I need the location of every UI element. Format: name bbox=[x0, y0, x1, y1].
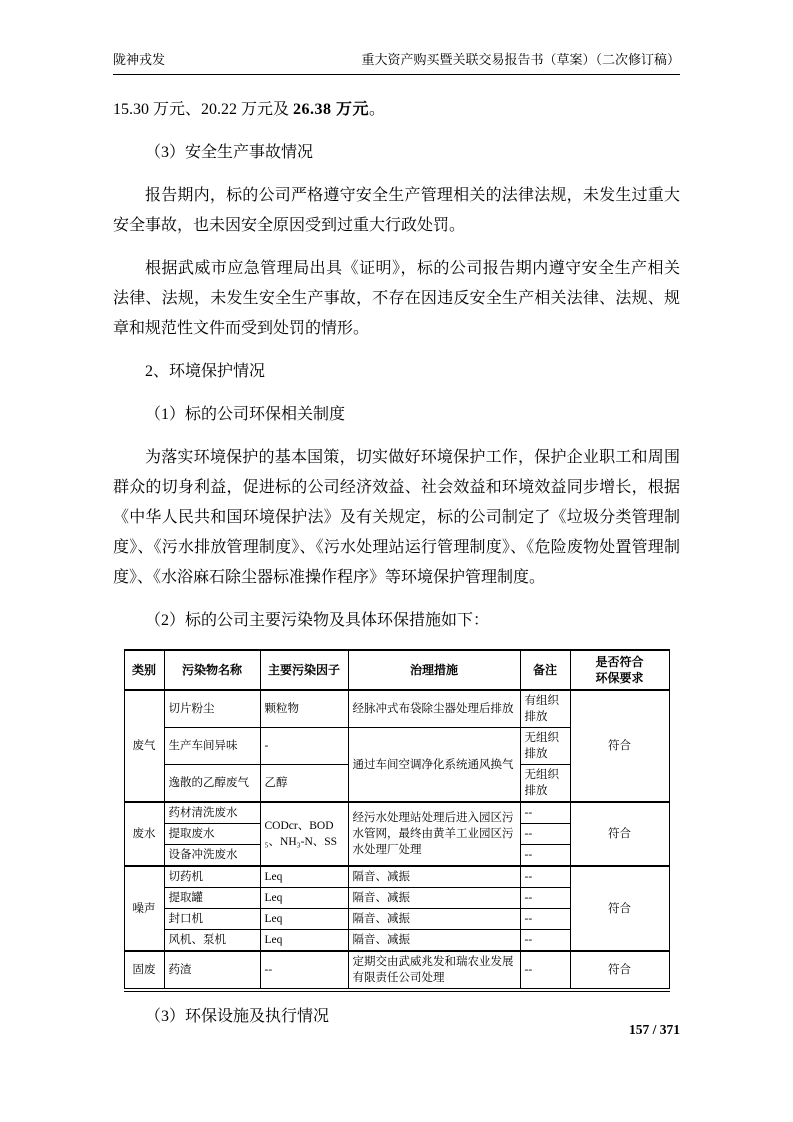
cell-note: 无组织排放 bbox=[520, 728, 570, 765]
document-body bbox=[113, 75, 680, 1032]
cell-treatment: 经脉冲式布袋除尘器处理后排放 bbox=[348, 690, 520, 728]
cell-main-factor: - bbox=[260, 728, 348, 765]
cell-compliance: 符合 bbox=[570, 802, 669, 866]
table-row bbox=[124, 866, 669, 888]
cell-pollutant-name: 药渣 bbox=[164, 951, 260, 990]
cell-compliance: 符合 bbox=[570, 690, 669, 802]
cell-main-factor: 颗粒物 bbox=[260, 690, 348, 728]
cell-pollutant-name: 生产车间异味 bbox=[164, 728, 260, 765]
table-row bbox=[124, 802, 669, 824]
column-header-note: 备注 bbox=[520, 650, 570, 690]
cell-note: -- bbox=[520, 802, 570, 824]
heading-env-systems: （1）标的公司环保相关制度 bbox=[145, 406, 346, 423]
cell-pollutant-name: 切药机 bbox=[164, 866, 260, 888]
cell-main-factor: Leq bbox=[260, 888, 348, 909]
paragraph-env-policy: 为落实环境保护的基本国策，切实做好环境保护工作，保护企业职工和周围群众的切身利益，促进标的公司经济效益、社会效益和环境效益同步增长，根据《中华人民共和国环境保护法》及有关规定，标的公司制定了《垃圾分类管理制度》、《污水排放管理制度》、《污水处理站运行管理制度》、《危险废物处置管理制度》、《水浴麻石除尘器标准操作程序》等环境保护管理制度。 bbox=[113, 449, 680, 586]
cell-note: -- bbox=[520, 951, 570, 990]
amounts-text: 15.30 万元、20.22 万元及 bbox=[113, 101, 294, 118]
page-header bbox=[113, 0, 680, 75]
column-header-compliance: 是否符合环保要求 bbox=[570, 650, 669, 690]
cell-treatment: 定期交由武威兆发和瑞农业发展有限责任公司处理 bbox=[348, 951, 520, 990]
heading-environment-protection: 2、环境保护情况 bbox=[145, 363, 266, 380]
cell-main-factor: 乙醇 bbox=[260, 765, 348, 803]
cell-category-noise: 噪声 bbox=[124, 866, 164, 951]
cell-pollutant-name: 风机、泵机 bbox=[164, 930, 260, 952]
table-row bbox=[124, 690, 669, 728]
cell-pollutant-name: 提取废水 bbox=[164, 824, 260, 845]
column-header-pollutant-name: 污染物名称 bbox=[164, 650, 260, 690]
cell-pollutant-name: 药材清洗废水 bbox=[164, 802, 260, 824]
cell-note: -- bbox=[520, 824, 570, 845]
cell-category-waste-water: 废水 bbox=[124, 802, 164, 866]
column-header-category: 类别 bbox=[124, 650, 164, 690]
amounts-bold-value: 26.38 万元 bbox=[293, 101, 370, 118]
cell-compliance: 符合 bbox=[570, 951, 669, 990]
table-row bbox=[124, 951, 669, 990]
heading-pollutants-table: （2）标的公司主要污染物及具体环保措施如下： bbox=[145, 612, 490, 629]
cell-note: -- bbox=[520, 866, 570, 888]
cell-main-factor-merged: CODcr、BOD₅、NH₃-N、SS bbox=[260, 802, 348, 866]
cell-treatment: 隔音、减振 bbox=[348, 909, 520, 930]
cell-note: 有组织排放 bbox=[520, 690, 570, 728]
header-report-title: 重大资产购买暨关联交易报告书（草案）（二次修订稿） bbox=[361, 52, 680, 67]
cell-note: -- bbox=[520, 845, 570, 867]
cell-main-factor: Leq bbox=[260, 866, 348, 888]
cell-treatment-merged: 经污水处理站处理后进入园区污水管网，最终由黄羊工业园区污水处理厂处理 bbox=[348, 802, 520, 866]
paragraph-safety-certificate: 根据武威市应急管理局出具《证明》，标的公司报告期内遵守安全生产相关法律、法规，未发生安全生产事故，不存在因违反安全生产相关法律、法规、规章和规范性文件而受到处罚的情形。 bbox=[113, 260, 680, 337]
cell-category-waste-gas: 废气 bbox=[124, 690, 164, 802]
cell-treatment: 隔音、减振 bbox=[348, 866, 520, 888]
cell-treatment-merged: 通过车间空调净化系统通风换气 bbox=[348, 728, 520, 803]
cell-note: -- bbox=[520, 888, 570, 909]
cell-compliance: 符合 bbox=[570, 866, 669, 951]
amounts-period: 。 bbox=[369, 101, 386, 118]
cell-treatment: 隔音、减振 bbox=[348, 930, 520, 952]
page-number: 157 / 371 bbox=[628, 1022, 680, 1037]
cell-note: -- bbox=[520, 930, 570, 952]
cell-category-solid-waste: 固废 bbox=[124, 951, 164, 990]
column-header-main-factor: 主要污染因子 bbox=[260, 650, 348, 690]
cell-pollutant-name: 逸散的乙醇废气 bbox=[164, 765, 260, 803]
cell-note: 无组织排放 bbox=[520, 765, 570, 803]
heading-safety-accidents: （3）安全生产事故情况 bbox=[145, 144, 314, 161]
cell-pollutant-name: 设备冲洗废水 bbox=[164, 845, 260, 867]
header-company-name: 陇神戎发 bbox=[113, 52, 166, 67]
column-header-treatment: 治理措施 bbox=[348, 650, 520, 690]
cell-note: -- bbox=[520, 909, 570, 930]
cell-treatment: 隔音、减振 bbox=[348, 888, 520, 909]
cell-main-factor: Leq bbox=[260, 930, 348, 952]
cell-main-factor: Leq bbox=[260, 909, 348, 930]
heading-env-facilities: （3）环保设施及执行情况 bbox=[145, 1008, 330, 1025]
cell-pollutant-name: 提取罐 bbox=[164, 888, 260, 909]
pollutant-measures-table bbox=[124, 649, 670, 992]
table-header-row bbox=[124, 650, 669, 690]
cell-main-factor: -- bbox=[260, 951, 348, 990]
cell-pollutant-name: 封口机 bbox=[164, 909, 260, 930]
paragraph-amounts bbox=[113, 95, 680, 125]
cell-pollutant-name: 切片粉尘 bbox=[164, 690, 260, 728]
paragraph-safety-compliance: 报告期内，标的公司严格遵守安全生产管理相关的法律法规，未发生过重大安全事故，也未因安全原因受到过重大行政处罚。 bbox=[113, 187, 680, 234]
